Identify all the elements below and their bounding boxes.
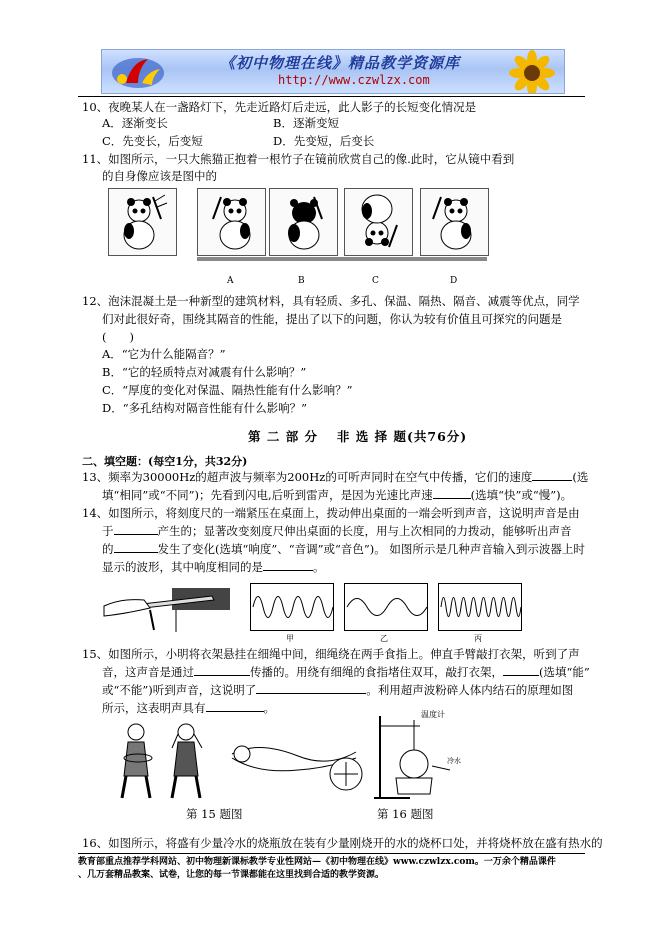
- part2-heading: 第 二 部 分 非 选 择 题(共76分): [248, 429, 468, 444]
- q15-line3: [102, 682, 573, 698]
- label-a: A: [227, 276, 234, 286]
- answer-blank[interactable]: [433, 487, 471, 499]
- q12-line1: 12、泡沫混凝土是一种新型的建筑材料，具有轻质、多孔、保温、隔热、隔音、减震等优点，同学: [82, 294, 580, 308]
- q12-line2: 们对此很好奇，围绕其隔音的性能，提出了以下的问题，你认为较有价值且可探究的问题是: [102, 312, 562, 326]
- q14-text-2b: 产生的；显著改变刻度尺伸出桌面的长度，用与上次相同的力拨动，能够听出声音: [157, 524, 572, 538]
- panda-icon: [270, 189, 337, 255]
- answer-blank[interactable]: [114, 523, 158, 535]
- footer-line2: 、几万套精品教案、试卷，让您的每一节课都能在这里找到合适的教学资源。: [78, 870, 385, 880]
- cold-water-label: 冷水: [447, 757, 461, 765]
- label-b: B: [298, 276, 305, 286]
- answer-blank[interactable]: [206, 700, 264, 712]
- figure-15-caption: 第 15 题图: [186, 807, 243, 821]
- q15-line4: [102, 700, 275, 716]
- q10-stem: 10、夜晚某人在一盏路灯下，先走近路灯后走远，此人影子的长短变化情况是: [82, 100, 477, 114]
- answer-blank[interactable]: [532, 469, 572, 481]
- waveform-bing: [438, 583, 522, 631]
- q15-text-3a: 或“不能”)听到声音，这说明了: [102, 683, 257, 697]
- banner-url[interactable]: http://www.czwlzx.com: [278, 73, 430, 87]
- panda-icon: [198, 189, 265, 255]
- section-fill-blank: 二、填空题：(每空1分，共32分): [82, 455, 248, 468]
- answer-blank[interactable]: [256, 682, 366, 694]
- q14-line1: 14、如图所示，将刻度尺的一端紧压在桌面上，拨动伸出桌面的一端会听到声音，这说明声音是由: [82, 506, 580, 520]
- footer-rule: [78, 853, 585, 854]
- q12-option-b: B．“它的轻质特点对减震有什么影响？”: [102, 365, 307, 379]
- q14-line4: [102, 559, 325, 575]
- panda-option-d-panel: [420, 188, 489, 256]
- panda-original-panel: [108, 188, 177, 256]
- answer-blank[interactable]: [114, 541, 158, 553]
- waveform-yi: [344, 583, 428, 631]
- q14-text-4b: 。: [313, 560, 325, 574]
- panda-icon: [421, 189, 488, 255]
- q11-line2: 的自身像应该是图中的: [102, 169, 217, 183]
- q15-text-2b: 传播的。用绕有细绳的食指堵住双耳，敲打衣架，: [250, 665, 503, 679]
- sine-wave-icon: [251, 584, 333, 630]
- lithotripsy-icon: [228, 734, 368, 794]
- q13-text-2b: (选填“快”或“慢”)。: [470, 488, 573, 502]
- header-rule: [78, 96, 585, 97]
- q14-text-3a: 的: [102, 542, 114, 556]
- sine-wave-icon: [345, 584, 427, 630]
- label-d: D: [450, 276, 458, 286]
- q16-line1: 16、如图所示，将盛有少量冷水的烧瓶放在装有少量刚烧开的水的烧杯口处，并将烧杯放在盛有热水的: [82, 836, 603, 850]
- panda-option-b-panel: [269, 188, 338, 256]
- ruler-on-desk-icon: [102, 580, 232, 634]
- waveform-jia: [250, 583, 334, 631]
- figure-16-caption: 第 16 题图: [377, 807, 434, 821]
- sine-wave-icon: [439, 584, 521, 630]
- thermometer-label: 温度计: [421, 710, 445, 719]
- q15-line2: [102, 664, 590, 680]
- sunflower-icon: [502, 50, 564, 93]
- panda-icon: [345, 189, 412, 255]
- wave-label-yi: 乙: [380, 634, 388, 643]
- q12-option-d: D．“多孔结构对隔音性能有什么影响？”: [102, 401, 307, 415]
- q13-text-1a: 13、频率为30000Hz的超声波与频率为200Hz的可听声同时在空气中传播，它们的速度: [82, 470, 533, 484]
- q15-text-3b: 。利用超声波粉碎人体内结石的原理如图: [366, 683, 574, 697]
- logo-icon: [108, 53, 168, 91]
- q10-option-c: C．先变长，后变短: [102, 134, 203, 148]
- q15-text-4b: 。: [263, 701, 275, 715]
- q11-line1: 11、如图所示，一只大熊猫正抱着一根竹子在镜前欣赏自己的像.此时，它从镜中看到: [82, 152, 515, 166]
- panda-option-c-panel: [344, 188, 413, 256]
- banner-title: 《初中物理在线》精品教学资源库: [220, 54, 461, 72]
- q15-text-2c: (选填“能”: [539, 665, 590, 679]
- wave-label-jia: 甲: [286, 634, 294, 643]
- q12-line3: ( ): [102, 330, 134, 344]
- q15-text-2a: 音，这声音是通过: [102, 665, 194, 679]
- panda-option-a-panel: [197, 188, 266, 256]
- q10-option-b: B．逐渐变短: [273, 116, 339, 130]
- q13-line2: [102, 487, 572, 503]
- q14-text-3b: 发生了变化(选填“响度”、“音调”或“音色”)。 如图所示是几种声音输入到示波器上时: [157, 542, 585, 556]
- answer-blank[interactable]: [263, 559, 313, 571]
- mirror-base: [197, 257, 487, 261]
- answer-blank[interactable]: [503, 664, 539, 676]
- q13-text-1b: (选: [572, 470, 589, 484]
- q14-text-2a: 于: [102, 524, 114, 538]
- panda-icon: [109, 189, 176, 255]
- q12-option-a: A．“它为什么能隔音？”: [102, 347, 226, 361]
- q10-option-a: A．逐渐变长: [102, 116, 168, 130]
- q10-option-d: D．先变短，后变长: [273, 134, 375, 148]
- q12-option-c: C．“厚度的变化对保温、隔热性能有什么影响？”: [102, 383, 353, 397]
- q13-text-2a: 填“相同”或“不同”)；先看到闪电,后听到雷声，是因为光速比声速: [102, 488, 433, 502]
- boys-with-hanger-icon: [112, 718, 222, 800]
- q15-line1: 15、如图所示，小明将衣架悬挂在细绳中间，细绳绕在两手食指上。伸直手臂敲打衣架，听到了声: [82, 647, 580, 661]
- wave-label-bing: 丙: [474, 634, 482, 643]
- header-banner: [101, 49, 565, 94]
- q14-line3: [102, 541, 585, 557]
- q13-line1: [82, 469, 588, 485]
- q14-line2: [102, 523, 572, 539]
- label-c: C: [372, 276, 379, 286]
- q15-text-4a: 所示，这表明声具有: [102, 701, 206, 715]
- footer-line1: 教育部重点推荐学科网站、初中物理新课标教学专业性网站—《初中物理在线》www.czwlzx.com。一万余个精品课件: [78, 857, 556, 867]
- q14-text-4a: 显示的波形，其中响度相同的是: [102, 560, 263, 574]
- answer-blank[interactable]: [194, 664, 250, 676]
